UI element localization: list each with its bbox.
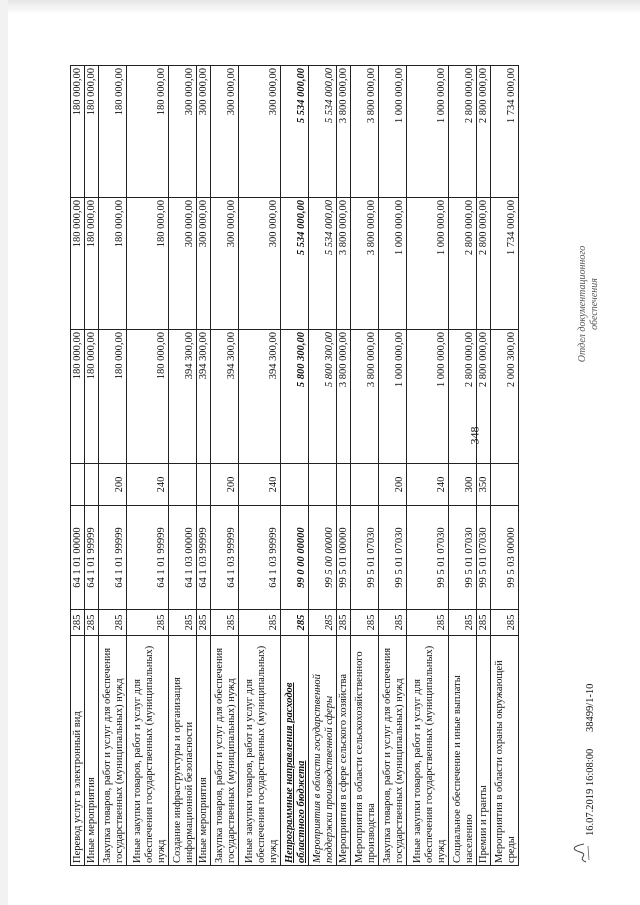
row-code: 285 [491, 610, 519, 636]
scan-shadow-top [0, 0, 640, 14]
row-amount-2: 3 800 000,00 [351, 198, 379, 330]
row-amount-1: 180 000,00 [71, 330, 85, 464]
row-name: Мероприятия в сфере сельского хозяйства [337, 636, 351, 866]
row-expense-type [281, 464, 309, 506]
row-expense-type [351, 464, 379, 506]
table-row [351, 66, 379, 866]
row-amount-1: 180 000,00 [99, 330, 127, 464]
row-amount-2: 180 000,00 [71, 198, 85, 330]
table-row [337, 66, 351, 866]
table-row [127, 66, 169, 866]
row-code: 285 [99, 610, 127, 636]
row-amount-3: 300 000,00 [197, 66, 211, 198]
row-target-article: 99 5 01 07030 [477, 506, 491, 610]
row-expense-type: 350 [477, 464, 491, 506]
row-expense-type [309, 464, 337, 506]
stamp-line-2: обеспечения [589, 278, 600, 330]
row-amount-3: 1 000 000,00 [379, 66, 407, 198]
footer-document-number: 38499/1-10 [585, 683, 596, 732]
table-row [85, 66, 99, 866]
row-amount-2: 300 000,00 [197, 198, 211, 330]
department-stamp [577, 244, 601, 364]
row-name: Иные закупки товаров, работ и услуг для обеспечения государственных (муниципальных) нужд [239, 636, 281, 866]
row-expense-type [197, 464, 211, 506]
row-name: Создание инфраструктуры и организация информационной безопасности [169, 636, 197, 866]
row-amount-3: 5 534 000,00 [281, 66, 309, 198]
row-target-article: 99 5 00 00000 [309, 506, 337, 610]
row-amount-1: 1 000 000,00 [379, 330, 407, 464]
row-amount-3: 180 000,00 [85, 66, 99, 198]
row-amount-1: 2 800 000,00 [477, 330, 491, 464]
row-code: 285 [407, 610, 449, 636]
row-amount-2: 180 000,00 [99, 198, 127, 330]
row-name: Закупка товаров, работ и услуг для обеспечения государственных (муниципальных) нужд [379, 636, 407, 866]
row-code: 285 [477, 610, 491, 636]
row-amount-2: 1 000 000,00 [379, 198, 407, 330]
row-code: 285 [211, 610, 239, 636]
table-row [71, 66, 85, 866]
row-expense-type: 200 [99, 464, 127, 506]
budget-table-body [71, 66, 519, 866]
table-row [379, 66, 407, 866]
row-amount-1: 394 300,00 [211, 330, 239, 464]
row-name: Перевод услуг в электронный вид [71, 636, 85, 866]
row-amount-2: 180 000,00 [127, 198, 169, 330]
row-expense-type [169, 464, 197, 506]
row-target-article: 64 1 01 99999 [127, 506, 169, 610]
row-expense-type: 200 [379, 464, 407, 506]
row-code: 285 [449, 610, 477, 636]
row-amount-2: 1 000 000,00 [407, 198, 449, 330]
row-expense-type: 200 [211, 464, 239, 506]
row-target-article: 64 1 01 99999 [99, 506, 127, 610]
table-row [449, 66, 477, 866]
row-target-article: 99 5 01 07030 [407, 506, 449, 610]
row-target-article: 64 1 03 99999 [239, 506, 281, 610]
row-amount-2: 1 734 000,00 [491, 198, 519, 330]
table-row [477, 66, 491, 866]
row-name: Социальное обеспечение и иные выплаты населению [449, 636, 477, 866]
row-code: 285 [379, 610, 407, 636]
page-number [466, 428, 484, 443]
row-code: 285 [169, 610, 197, 636]
table-row [211, 66, 239, 866]
row-amount-2: 5 534 000,00 [309, 198, 337, 330]
row-expense-type: 240 [407, 464, 449, 506]
row-code: 285 [85, 610, 99, 636]
row-code: 285 [309, 610, 337, 636]
row-code: 285 [197, 610, 211, 636]
row-expense-type: 300 [449, 464, 477, 506]
row-amount-2: 3 800 000,00 [337, 198, 351, 330]
row-target-article: 99 5 01 07030 [351, 506, 379, 610]
stamp-line-1: Отдел документационного [577, 245, 588, 363]
row-code: 285 [281, 610, 309, 636]
row-amount-3: 180 000,00 [127, 66, 169, 198]
row-code: 285 [127, 610, 169, 636]
row-name: Непрограммные направления расходов областного бюджета [281, 636, 309, 866]
row-amount-3: 300 000,00 [211, 66, 239, 198]
table-row [169, 66, 197, 866]
row-target-article: 99 5 01 00000 [337, 506, 351, 610]
row-name: Иные закупки товаров, работ и услуг для обеспечения государственных (муниципальных) нужд [127, 636, 169, 866]
row-amount-3: 2 800 000,00 [477, 66, 491, 198]
table-row [491, 66, 519, 866]
row-amount-1: 2 800 000,00 [449, 330, 477, 464]
page-number-text: 348 [467, 426, 482, 445]
table-row [99, 66, 127, 866]
table-row [281, 66, 309, 866]
row-amount-3: 180 000,00 [71, 66, 85, 198]
row-name: Мероприятия в области государственной поддержки производственной сферы [309, 636, 337, 866]
row-amount-2: 300 000,00 [169, 198, 197, 330]
row-name: Закупка товаров, работ и услуг для обеспечения государственных (муниципальных) нужд [211, 636, 239, 866]
row-code: 285 [337, 610, 351, 636]
row-name: Иные закупки товаров, работ и услуг для обеспечения государственных (муниципальных) нужд [407, 636, 449, 866]
row-code: 285 [239, 610, 281, 636]
scan-shadow-left [0, 0, 8, 905]
row-amount-3: 300 000,00 [239, 66, 281, 198]
row-expense-type [491, 464, 519, 506]
row-expense-type: 240 [239, 464, 281, 506]
row-target-article: 99 5 01 07030 [379, 506, 407, 610]
row-target-article: 64 1 01 99999 [85, 506, 99, 610]
row-target-article: 99 5 03 00000 [491, 506, 519, 610]
table-row [309, 66, 337, 866]
row-expense-type [337, 464, 351, 506]
row-target-article: 64 1 01 00000 [71, 506, 85, 610]
budget-table [70, 65, 519, 866]
table-row [407, 66, 449, 866]
row-name: Премии и гранты [477, 636, 491, 866]
row-target-article: 99 5 01 07030 [449, 506, 477, 610]
row-amount-2: 2 800 000,00 [449, 198, 477, 330]
row-amount-2: 300 000,00 [211, 198, 239, 330]
row-amount-1: 3 800 000,00 [337, 330, 351, 464]
row-amount-1: 2 000 300,00 [491, 330, 519, 464]
row-expense-type [71, 464, 85, 506]
row-amount-1: 394 300,00 [169, 330, 197, 464]
row-name: Мероприятия в области охраны окружающей среды [491, 636, 519, 866]
row-amount-3: 300 000,00 [169, 66, 197, 198]
row-amount-3: 1 000 000,00 [407, 66, 449, 198]
row-name: Иные мероприятия [85, 636, 99, 866]
row-amount-1: 180 000,00 [127, 330, 169, 464]
row-amount-2: 5 534 000,00 [281, 198, 309, 330]
row-name: Мероприятия в области сельскохозяйственного производства [351, 636, 379, 866]
row-target-article: 64 1 03 99999 [197, 506, 211, 610]
row-amount-1: 394 300,00 [197, 330, 211, 464]
row-code: 285 [351, 610, 379, 636]
row-amount-1: 394 300,00 [239, 330, 281, 464]
table-row [197, 66, 211, 866]
row-name: Закупка товаров, работ и услуг для обеспечения государственных (муниципальных) нужд [99, 636, 127, 866]
row-target-article: 64 1 03 99999 [211, 506, 239, 610]
row-amount-3: 180 000,00 [99, 66, 127, 198]
row-target-article: 99 0 00 00000 [281, 506, 309, 610]
row-expense-type: 240 [127, 464, 169, 506]
row-expense-type [85, 464, 99, 506]
row-amount-1: 3 800 000,00 [351, 330, 379, 464]
rotated-document-page [70, 66, 600, 866]
row-name: Иные мероприятия [197, 636, 211, 866]
signature-scribble-icon [570, 842, 592, 864]
row-target-article: 64 1 03 00000 [169, 506, 197, 610]
table-row [239, 66, 281, 866]
row-amount-1: 5 800 300,00 [309, 330, 337, 464]
row-amount-2: 2 800 000,00 [477, 198, 491, 330]
row-amount-2: 180 000,00 [85, 198, 99, 330]
footer-date: 16.07.2019 16:08:00 [585, 748, 596, 836]
row-amount-3: 3 800 000,00 [351, 66, 379, 198]
row-amount-3: 3 800 000,00 [337, 66, 351, 198]
row-amount-3: 1 734 000,00 [491, 66, 519, 198]
row-amount-2: 300 000,00 [239, 198, 281, 330]
row-code: 285 [71, 610, 85, 636]
row-amount-1: 5 800 300,00 [281, 330, 309, 464]
row-amount-3: 5 534 000,00 [309, 66, 337, 198]
row-amount-3: 2 800 000,00 [449, 66, 477, 198]
row-amount-1: 1 000 000,00 [407, 330, 449, 464]
row-amount-1: 180 000,00 [85, 330, 99, 464]
